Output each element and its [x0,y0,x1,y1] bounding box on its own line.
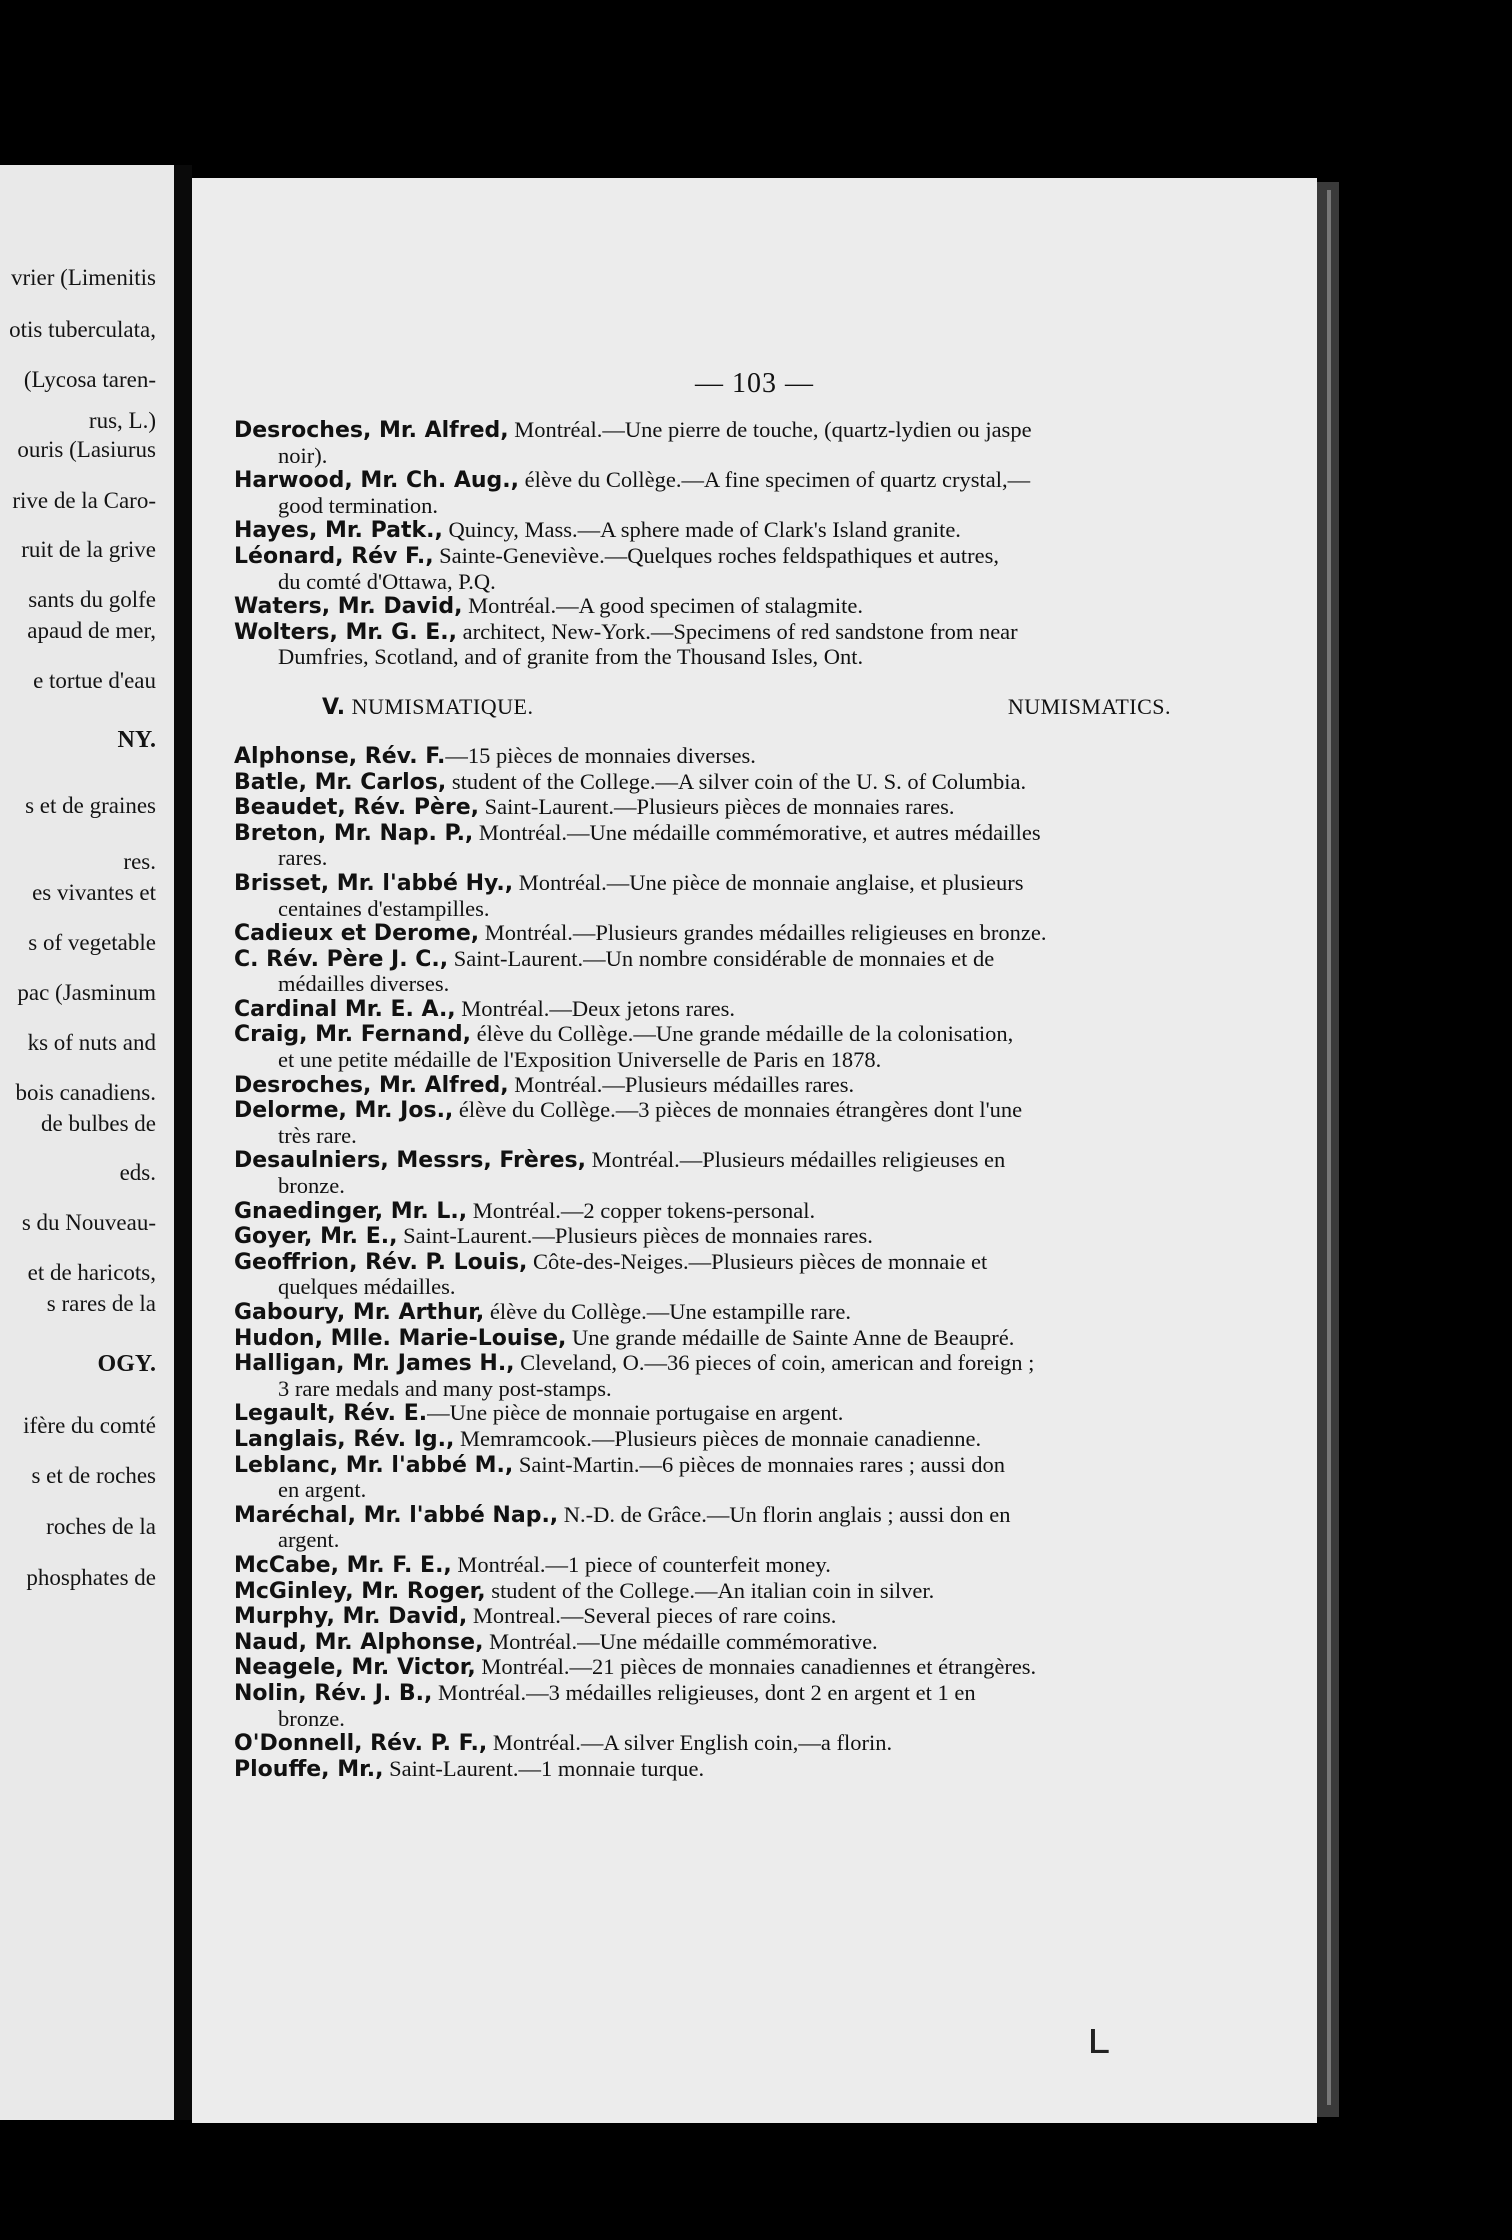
donor-name: Cardinal Mr. E. A., [234,996,456,1022]
donor-name: McCabe, Mr. F. E., [234,1552,452,1578]
section-title-fr: V. NUMISMATIQUE. [322,693,534,720]
donation-description: Montréal.—2 copper tokens-personal. [467,1197,816,1223]
donor-name: Halligan, Mr. James H., [234,1351,515,1377]
donation-description: Montréal.—Une pierre de touche, (quartz-lydien ou jaspe [508,417,1032,442]
donation-description: Saint-Laurent.—Plusieurs pièces de monnaies rares. [397,1223,873,1249]
donation-description: Memramcook.—Plusieurs pièces de monnaie canadienne. [454,1425,982,1451]
donation-description: élève du Collège.—Une grande médaille de la colonisation, [470,1021,1014,1047]
donation-description: Montréal.—Plusieurs médailles religieuses en [586,1147,1006,1173]
donation-description: Sainte-Geneviève.—Quelques roches feldspathiques et autres, [433,542,999,568]
catalog-entry [234,1224,1267,1250]
donor-name: O'Donnell, Rév. P. F., [234,1731,488,1757]
donor-name: Maréchal, Mr. l'abbé Nap., [234,1502,559,1528]
left-page-line: s of vegetable [28,930,156,955]
catalog-entry [234,1731,1267,1757]
donor-name: Goyer, Mr. E., [234,1224,398,1250]
donor-name: Breton, Mr. Nap. P., [234,820,474,846]
catalog-entry [234,1148,1267,1198]
donation-description: Saint-Laurent.—Un nombre considérable de monnaies et de [448,945,995,971]
book-gutter [174,165,192,2120]
donor-name: Langlais, Rév. Ig., [234,1426,455,1452]
description-continuation: très rare. [278,1122,357,1148]
catalog-entry [234,1757,1267,1783]
donation-description: élève du Collège.—Une estampille rare. [484,1299,851,1324]
left-page-line: sants du golfe [28,587,156,612]
catalog-entry [234,1073,1267,1099]
left-page-line: ruit de la grive [21,537,156,562]
description-continuation: 3 rare medals and many post-stamps. [278,1375,612,1401]
donation-description: Une grande médaille de Sainte Anne de Beaupré. [566,1324,1015,1350]
catalog-entry [234,1098,1267,1148]
left-page-fragment [0,165,174,2120]
left-page-line: pac (Jasminum [17,980,156,1005]
donation-description: Saint-Laurent.—1 monnaie turque. [383,1755,705,1781]
left-page-line: vrier (Limenitis [11,265,156,290]
donor-name: Craig, Mr. Fernand, [234,1022,471,1048]
donation-description: Montréal.—Plusieurs grandes médailles religieuses en bronze. [479,920,1047,946]
donation-description: Saint-Martin.—6 pièces de monnaies rares ; aussi don [513,1451,1005,1477]
left-page-line: OGY. [97,1351,156,1377]
donor-name: Leblanc, Mr. l'abbé M., [234,1452,514,1478]
catalog-entry [234,871,1267,921]
donor-name: Hudon, Mlle. Marie-Louise, [234,1325,567,1351]
catalog-entry [234,1503,1267,1553]
numismatic-entries [234,744,1267,1782]
donor-name: Cadieux et Derome, [234,921,480,947]
description-continuation: Dumfries, Scotland, and of granite from the Thousand Isles, Ont. [278,644,864,670]
donation-description: —15 pièces de monnaies diverses. [445,742,756,768]
left-page-line: ks of nuts and [27,1030,156,1055]
donation-description: Côte-des-Neiges.—Plusieurs pièces de monnaie et [527,1248,988,1274]
donation-description: Quincy, Mass.—A sphere made of Clark's Island granite. [442,517,961,543]
description-continuation: bronze. [278,1705,345,1731]
donation-description: Montréal.—A silver English coin,—a florin. [487,1730,893,1756]
catalog-entry [234,418,1267,468]
pencil-mark: ʟ [1087,2013,1110,2064]
catalog-entry [234,1655,1267,1681]
catalog-entry [234,518,1267,544]
donation-description: Montréal.—Deux jetons rares. [455,995,735,1021]
donation-description: Montréal.—1 piece of counterfeit money. [451,1551,831,1577]
donation-description: student of the College.—A silver coin of the U. S. of Columbia. [446,768,1027,794]
catalog-entry [234,1022,1267,1072]
left-page-line: s et de roches [31,1463,156,1488]
book-page [192,178,1317,2123]
description-continuation: et une petite médaille de l'Exposition Universelle de Paris en 1878. [278,1047,882,1073]
donor-name: Desroches, Mr. Alfred, [234,1072,509,1098]
section-header [234,694,1267,720]
catalog-entry [234,544,1267,594]
left-page-line: (Lycosa taren- [23,367,156,392]
donation-description: élève du Collège.—A fine specimen of quartz crystal,— [519,467,1031,493]
description-continuation: good termination. [278,492,438,518]
donation-description: Cleveland, O.—36 pieces of coin, american and foreign ; [514,1350,1035,1376]
catalog-entry [234,947,1267,997]
donor-name: Beaudet, Rév. Père, [234,795,479,821]
catalog-entry [234,1553,1267,1579]
donor-name: Gaboury, Mr. Arthur, [234,1300,485,1325]
catalog-entry [234,1630,1267,1656]
left-page-line: et de haricots, [27,1260,156,1285]
left-page-line: otis tuberculata, [9,317,156,342]
left-page-line: s du Nouveau- [21,1210,156,1235]
description-continuation: en argent. [278,1477,367,1503]
donation-description: Montreal.—Several pieces of rare coins. [467,1603,837,1629]
donation-description: architect, New-York.—Specimens of red sandstone from near [456,618,1018,644]
donor-name: McGinley, Mr. Roger, [234,1578,486,1604]
catalog-entry [234,1453,1267,1503]
donor-name: Neagele, Mr. Victor, [234,1655,476,1681]
left-page-line: ouris (Lasiurus [17,437,156,462]
donor-name: Brisset, Mr. l'abbé Hy., [234,870,514,896]
donation-description: Montréal.—Une médaille commémorative. [483,1628,878,1654]
left-page-line: eds. [119,1160,156,1185]
catalog-entry [234,1681,1267,1731]
donation-description: student of the College.—An italian coin in silver. [485,1577,935,1603]
donor-name: C. Rév. Père J. C., [234,946,449,972]
catalog-entry [234,795,1267,821]
catalog-entry [234,1300,1267,1326]
catalog-entry [234,1199,1267,1225]
donor-name: Murphy, Mr. David, [234,1604,468,1630]
left-page-line: rus, L.) [88,408,156,433]
catalog-entry [234,620,1267,670]
donation-description: Montréal.—3 médailles religieuses, dont 2 en argent et 1 en [432,1679,976,1705]
donation-description: Montréal.—Une pièce de monnaie anglaise, et plusieurs [513,869,1024,895]
donor-name: Gnaedinger, Mr. L., [234,1198,468,1224]
donor-name: Waters, Mr. David, [234,594,463,620]
catalog-entry [234,821,1267,871]
catalog-entry [234,1579,1267,1605]
donor-name: Plouffe, Mr., [234,1756,384,1782]
description-continuation: bronze. [278,1173,345,1199]
page-text [234,418,1267,1782]
catalog-entry [234,1401,1267,1427]
catalog-entry [234,1427,1267,1453]
donor-name: Desroches, Mr. Alfred, [234,418,509,443]
description-continuation: rares. [278,845,328,871]
donor-name: Desaulniers, Messrs, Frères, [234,1148,586,1174]
donor-name: Hayes, Mr. Patk., [234,518,443,544]
catalog-entry [234,921,1267,947]
left-page-line: res. [123,849,156,874]
donor-name: Legault, Rév. E. [234,1401,428,1427]
left-page-line: bois canadiens. [15,1080,156,1105]
left-page-line: de bulbes de [41,1111,156,1136]
description-continuation: médailles diverses. [278,971,450,997]
donation-description: Montréal.—Une médaille commémorative, et autres médailles [473,819,1041,845]
left-page-line: e tortue d'eau [33,668,156,693]
catalog-entry [234,468,1267,518]
donation-description: Saint-Laurent.—Plusieurs pièces de monnaies rares. [479,794,955,820]
catalog-entry [234,997,1267,1023]
section-title-en: NUMISMATICS. [1007,693,1171,719]
donation-description: élève du Collège.—3 pièces de monnaies étrangères dont l'une [453,1097,1023,1123]
catalog-entry [234,744,1267,770]
left-page-line: s et de graines [25,793,156,818]
donation-description: Montréal.—Plusieurs médailles rares. [508,1071,855,1097]
left-page-line: roches de la [46,1514,156,1539]
donor-name: Batle, Mr. Carlos, [234,769,447,795]
left-page-line: rive de la Caro- [12,488,156,513]
donor-name: Nolin, Rév. J. B., [234,1680,433,1706]
donation-description: N.-D. de Grâce.—Un florin anglais ; aussi don en [558,1501,1011,1527]
left-page-line: es vivantes et [32,880,156,905]
left-page-line: apaud de mer, [27,618,156,643]
catalog-entry [234,1351,1267,1401]
donor-name: Léonard, Rév F., [234,543,434,569]
description-continuation: centaines d'estampilles. [278,895,490,921]
donation-description: Montréal.—A good specimen of stalagmite. [462,593,863,619]
description-continuation: quelques médailles. [278,1274,456,1300]
catalog-entry [234,1250,1267,1300]
description-continuation: argent. [278,1527,340,1553]
mineral-entries [234,418,1267,670]
page-number: — 103 — [695,368,814,399]
donor-name: Alphonse, Rév. F. [234,743,446,769]
catalog-entry [234,770,1267,796]
description-continuation: du comté d'Ottawa, P.Q. [278,568,496,594]
page-edge-line [1327,190,1331,2105]
donor-name: Wolters, Mr. G. E., [234,619,457,645]
left-page-line: NY. [117,727,156,753]
donation-description: —Une pièce de monnaie portugaise en argent. [427,1400,844,1426]
catalog-entry [234,594,1267,620]
donor-name: Harwood, Mr. Ch. Aug., [234,468,520,494]
left-page-line: ifère du comté [23,1413,156,1438]
catalog-entry [234,1604,1267,1630]
donor-name: Geoffrion, Rév. P. Louis, [234,1249,528,1275]
catalog-entry [234,1326,1267,1352]
description-continuation: noir). [278,442,328,468]
left-page-line: phosphates de [26,1565,156,1590]
donor-name: Delorme, Mr. Jos., [234,1098,454,1124]
donor-name: Naud, Mr. Alphonse, [234,1629,484,1655]
donation-description: Montréal.—21 pièces de monnaies canadiennes et étrangères. [475,1654,1037,1680]
left-page-line: s rares de la [46,1291,156,1316]
